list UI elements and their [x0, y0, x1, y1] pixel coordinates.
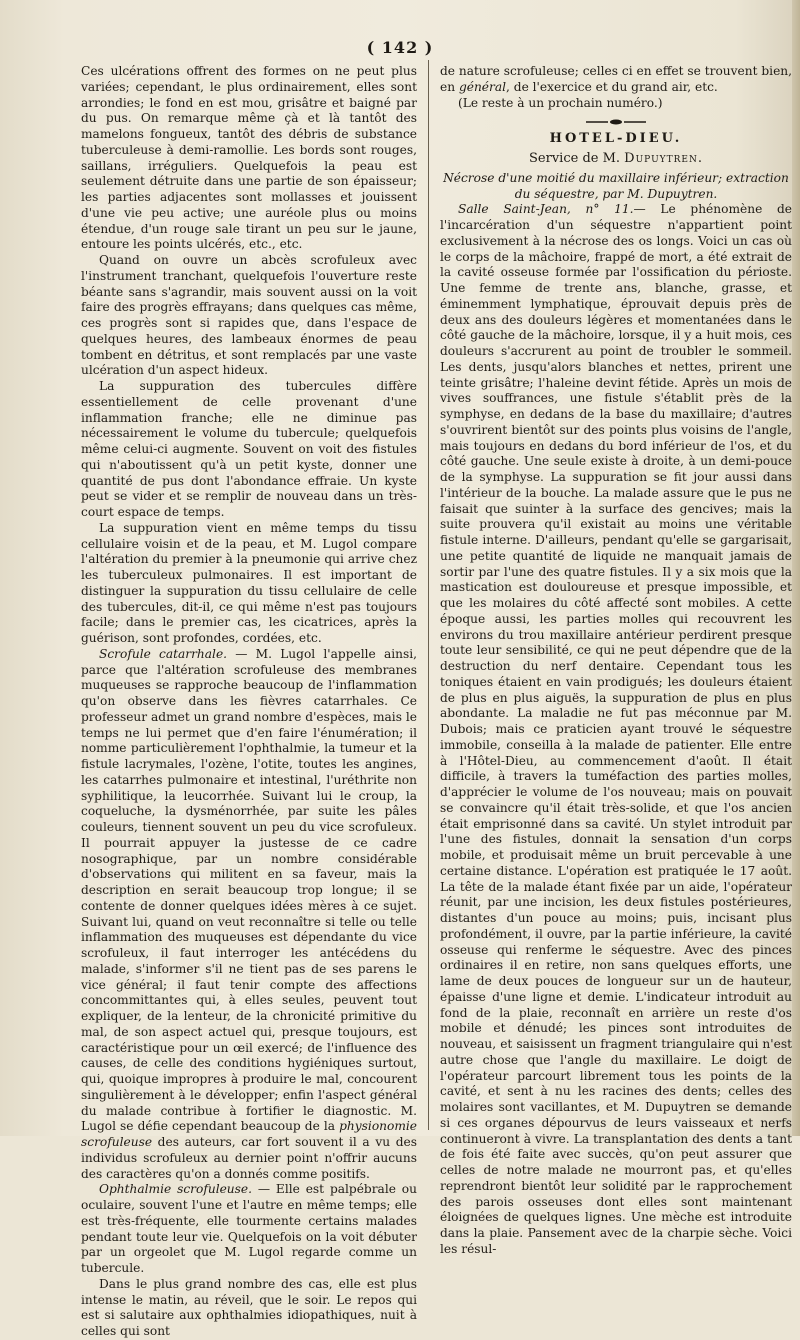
paragraph-text: des auteurs, car fort souvent il a vu des individus scrofuleux au dernier point n'offrir aucuns des caractères qu'on a donnés comme positifs.: [81, 1135, 417, 1181]
paragraph: La suppuration des tubercules diffère essentiellement de celle provenant d'une inflammation franche; elle ne diminue pas nécessairement le volume du tubercule; quelquefois même celui-ci augmente. Souvent on voit des fistules qui n'aboutissent qu'à un petit kyste, donner une quantité de pus dont l'abondance effraie. Un kyste peut se vider et se remplir de nouveau dans un très-court espace de temps.: [81, 379, 417, 519]
paragraph-ophthalmie: [81, 1182, 417, 1277]
paragraph: La suppuration vient en même temps du tissu cellulaire voisin et de la peau, et M. Lugol compare l'altération du premier à la pneumonie qui arrive chez les tuberculeux pulmonaires. Il est important de distinguer la suppuration du tissu cellulaire de celle des tubercules, dit-il, ce qui même n'est pas toujours facile; dans le premier cas, les cicatrices, après la guérison, sont profondes, cordées, etc.: [81, 520, 417, 645]
continuation-note: (Le reste à un prochain numéro.): [458, 95, 663, 110]
paragraph-text: de nature scrofuleuse; celles ci en effet se trouvent bien, en: [440, 64, 792, 94]
divider-ornament: [586, 119, 646, 125]
paragraph: Quand on ouvre un abcès scrofuleux avec l'instrument tranchant, quelquefois l'ouverture reste béante sans s'agrandir, mais souvent aussi on la voit faire des progrès effrayans; dans quelques cas même, ces progrès sont si rapides que, dans l'espace de quelques heures, des lambeaux énormes de peau tombent en détritus, et sont remplacés par une vaste ulcération d'un aspect hideux.: [81, 253, 417, 378]
service-line: [440, 151, 792, 167]
ward-label: Salle Saint-Jean, n° 11.: [458, 202, 634, 217]
italic-term: général: [458, 79, 507, 94]
italic-term: physionomie scrofuleuse: [81, 1119, 418, 1149]
page-edge: [792, 0, 800, 1136]
right-column: [440, 64, 792, 1256]
paragraph-text: — M. Lugol l'appelle ainsi, parce que l'altération scrofuleuse des membranes muqueuses se rapproche beaucoup de l'inflammation qu'on observe dans les fièvres catarrhales. Ce professeur admet un grand nombre d'espèces, mais le temps ne lui permet que d'en faire l'énumération; il nomme particulièrement l'ophthalmie, la tumeur et la fistule lacrymales, l'ozène, l'otite, toutes les angines, les catarrhes pulmonaire et intestinal, l'uréthrite non syphilitique, la leucorrhée. Suivant lui le croup, la coqueluche, la dysménorrhée, par suite les pâles couleurs, tiennent souvent un peu du vice scrofuleux. Il pourrait appuyer la justesse de ce cadre nosographique, par un nombre considérable d'observations qui militent en sa faveur, mais la description en serait beaucoup trop longue; il se contente de donner quelques idées mères à ce sujet. Suivant lui, quand on veut reconnaître si telle ou telle inflammation des muqueuses est dépendante du vice scrofuleux, il faut interroger les antécédens du malade, s'informer s'il ne tient pas de ses parens le vice général; il faut tenir compte des affections concommittantes qui, à elles seules, peuvent tout expliquer, de la lenteur, de la chronicité primitive du mal, de son aspect actuel qui, presque toujours, est caractéristique pour un œil exercé; de l'influence des causes, de celle des conditions hygiéniques surtout, qui, quoique impropres à produire le mal, concourent singulièrement à le développer; enfin l'aspect général du malade contribue à fortifier le diagnostic. M. Lugol se défie cependant beaucoup de la: [81, 646, 417, 1134]
paragraph-text: , de l'exercice et du grand air, etc.: [506, 79, 718, 94]
page-number: ( 142 ): [366, 38, 434, 57]
case-title: Nécrose d'une moitié du maxillaire inférieur; extraction du séquestre, par M. Dupuytren.: [443, 170, 789, 201]
paragraph-scrofule-catarrhale: [81, 647, 417, 1183]
service-prefix: Service de M.: [529, 151, 625, 166]
paragraph-text: — Le phénomène de l'incarcération d'un séquestre n'appartient point exclusivement à la nécrose des os longs. Voici un cas où le corps de la mâchoire, frappé de mort, a été extrait de la cavité osseuse formée par l'ossification du périoste. Une femme de trente ans, blanche, grasse, et éminemment lymphatique, éprouvait depuis près de deux ans des douleurs légères et momentanées dans le côté gauche de la mâchoire, lorsque, il y a huit mois, ces douleurs s'accrurent au point de troubler le sommeil. Les dents, jusqu'alors blanches et nettes, prirent une teinte grisâtre; l'haleine devint fétide. Après un mois de vives souffrances, une fistule s'établit près de la symphyse, en dedans de la base du maxillaire; d'autres s'ouvrirent bientôt sur des points plus voisins de l'angle, mais toujours en dedans du bord inférieur de l'os, et du côté gauche. Une seule existe à droite, à un demi-pouce de la symphyse. La suppuration se fit jour aussi dans l'intérieur de la bouche. La malade assure que le pus ne faisait que suinter à la surface des gencives; mais la suite prouvera qu'il existait au moins une véritable fistule interne. D'ailleurs, pendant qu'elle se gargarisait, une petite quantité de liquide ne manquait jamais de sortir par l'une des quatre fistules. Il y a six mois que la mastication est douloureuse et presque impossible, et que les molaires du côté affecté sont mobiles. A cette époque aussi, les parties molles qui recouvrent les environs du trou maxillaire antérieur perdirent presque toute leur sensibilité, ce qui ne peut dépendre que de la destruction du nerf dentaire. Cependant tous les toniques étaient en vain prodigués; les douleurs étaient de plus en plus aiguës, la suppuration de plus en plus abondante. La maladie ne fut pas méconnue par M. Dubois; mais ce praticien ayant trouvé le séquestre immobile, conseilla à la malade de patienter. Elle entre à l'Hôtel-Dieu, au commencement d'août. Il était difficile, à travers la tuméfaction des parties molles, d'apprécier le volume de l'os nouveau; mais on pouvait se convaincre qu'il était très-solide, et que l'os ancien était emprisonné dans sa cavité. Un stylet introduit par l'une des fistules, donnait la sensation d'un corps mobile, et produisait même un bruit percevable à une certaine distance. L'opération est pratiquée le 17 août. La tête de la malade étant fixée par un aide, l'opérateur réunit, par une incision, les deux fistules postérieures, distantes d'un pouce au moins; puis, incisant plus profondément, il ouvre, par la partie inférieure, la cavité osseuse qui renferme le séquestre. Avec des pinces ordinaires il en retire, non sans quelques efforts, une lame de deux pouces de longueur sur un de hauteur, épaisse d'une ligne et demie. L'indicateur introduit au fond de la plaie, reconnaît en arrière un reste d'os mobile et dénudé; les pinces sont introduites de nouveau, et saisissent un fragment triangulaire qui n'est autre chose que l'angle du maxillaire. Le doigt de l'opérateur parcourt librement tous les points de la cavité, et sent à nu les racines des dents; celles des molaires sont vacillantes, et M. Dupuytren se demande si ces organes dépourvus de leurs vaisseaux et nerfs continueront à vivre. La transplantation des dents a tant de fois été faite avec succès, qu'on peut assurer que celles de notre malade ne mourront pas, et qu'elles reprendront bientôt leur solidité par le rapprochement des parois osseuses dont elles sont maintenant éloignées de quelques lignes. Une mèche est introduite dans la plaie. Pansement avec de la charpie sèche. Voici les résul-: [440, 202, 792, 1256]
section-title: Scrofule catarrhale.: [99, 646, 228, 661]
surgeon-name: Dupuytren.: [624, 151, 703, 166]
section-heading: HOTEL-DIEU.: [549, 131, 683, 147]
case-paragraph: [440, 202, 792, 1257]
paragraph-continued: [440, 64, 792, 96]
column-divider: [428, 60, 429, 1130]
left-column: [81, 64, 418, 1338]
section-title: Ophthalmie scrofuleuse.: [99, 1182, 252, 1197]
paragraph: Ces ulcérations offrent des formes on ne peut plus variées; cependant, le plus ordinairement, elles sont arrondies; le fond en est mou, grisâtre et baigné par du pus. On remarque même çà et là tantôt des mamelons fongueux, tantôt des débris de substance tuberculeuse à demi-ramollie. Les bords sont rouges, saillans, irréguliers. Quelquefois la peau est seulement détruite dans une partie de son épaisseur; les parties adjacentes sont mollasses et jouissent d'une vie peu active; une auréole plus ou moins étendue, d'un rouge sale tirant un peu sur le jaune, entoure les points ulcérés, etc., etc.: [81, 64, 417, 252]
paragraph-text: — Elle est palpébrale ou oculaire, souvent l'une et l'autre en même temps; elle est très-fréquente, elle tourmente certains malades pendant toute leur vie. Quelquefois on la voit débuter par un orgeolet que M. Lugol regarde comme un tubercule.: [81, 1182, 417, 1275]
paragraph: Dans le plus grand nombre des cas, elle est plus intense le matin, au réveil, que le soir. Le repos qui est si salutaire aux ophthalmies idiopathiques, nuit à celles qui sont: [81, 1276, 417, 1338]
